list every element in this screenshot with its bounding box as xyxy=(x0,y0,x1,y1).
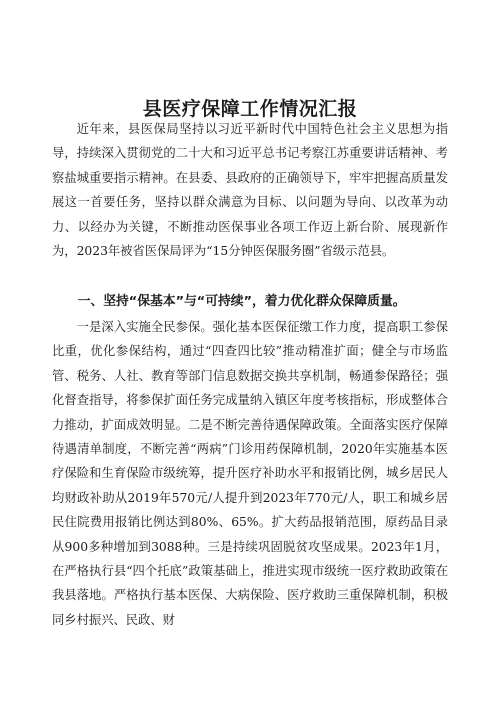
section-paragraph: 一是深入实施全民参保。强化基本医保征缴工作力度，提高职工参保比重，优化参保结构，通过“四查四比较”推动精准扩面；健全与市场监管、税务、人社、教育等部门信息数据交换共享机制，畅通参保路径；强化督查指导，将参保扩面任务完成量纳入镇区年度考核指标，形成整体合力推动，扩面成效明显。二是不断完善待遇保障政策。全面落实医疗保障待遇清单制度，不断完善“两病”门诊用药保障机制，2020年实施基本医疗保险和生育保险市级统筹，提升医疗补助水平和报销比例，城乡居民人均财政补助从2019年570元/人提升到2023年770元/人，职工和城乡居民住院费用报销比例达到80%、65%。扩大药品报销范围，原药品目录从900多种增加到3088种。三是持续巩固脱贫攻坚成果。2023年1月，在严格执行县“四个托底”政策基础上，推进实现市级统一医疗救助政策在我县落地。严格执行基本医保、大病保险、医疗救助三重保障机制，积极同乡村振兴、民政、财 xyxy=(52,320,448,627)
document-title: 县医疗保障工作情况汇报 xyxy=(142,98,358,120)
section-heading: 一、坚持“保基本”与“可持续”，着力优化群众保障质量。 xyxy=(77,294,406,309)
intro-paragraph: 近年来，县医保局坚持以习近平新时代中国特色社会主义思想为指导，持续深入贯彻党的二十大和习近平总书记考察江苏重要讲话精神、考察盐城重要指示精神。在县委、县政府的正确领导下，牢牢把握高质量发展这一首要任务，坚持以群众满意为目标、以问题为导向、以改革为动力、以经办为关键，不断推动医保事业各项工作迈上新台阶、展现新作为，2023年被省医保局评为“15分钟医保服务圈”省级示范县。 xyxy=(52,122,448,259)
